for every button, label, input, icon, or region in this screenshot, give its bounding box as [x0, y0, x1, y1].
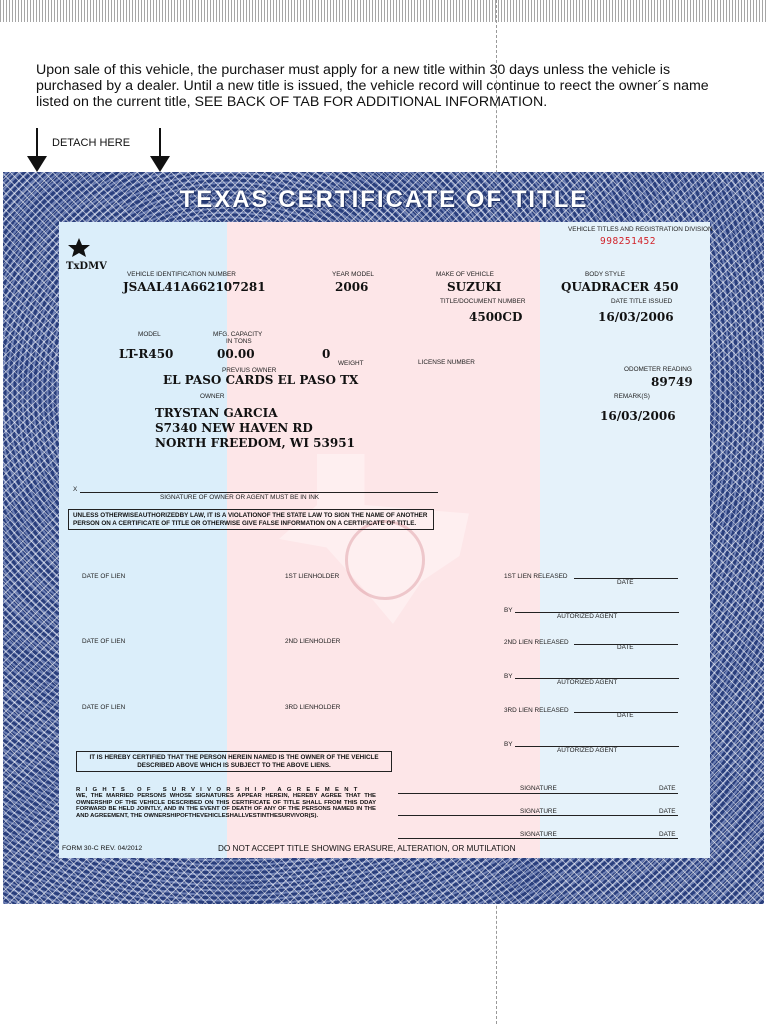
- detach-label: DETACH HERE: [52, 137, 131, 149]
- lien-2-holder-label: 2ND LIENHOLDER: [285, 638, 341, 645]
- owner-signature-line[interactable]: [80, 492, 438, 493]
- odometer-value: 89749: [651, 375, 693, 389]
- vin-label: VEHICLE IDENTIFICATION NUMBER: [127, 271, 236, 278]
- lien-1-released-label: 1ST LIEN RELEASED: [504, 573, 568, 580]
- signature-caption: SIGNATURE OF OWNER OR AGENT MUST BE IN INK: [160, 494, 320, 501]
- previous-owner-value: EL PASO CARDS EL PASO TX: [163, 373, 359, 387]
- lien-1-by-label: BY: [504, 607, 513, 614]
- footer-warning: DO NOT ACCEPT TITLE SHOWING ERASURE, ALTERATION, OR MUTILATION: [218, 844, 516, 853]
- lien-2-released-label: 2ND LIEN RELEASED: [504, 639, 569, 646]
- lien-2-date-label: DATE OF LIEN: [82, 638, 126, 645]
- owner-address-line2: NORTH FREEDOM, WI 53951: [155, 436, 355, 450]
- lien-3-agent-caption: AUTORIZED AGENT: [557, 747, 618, 754]
- signature-3-label: SIGNATURE: [520, 831, 557, 838]
- owner-address-line1: S7340 NEW HAVEN RD: [155, 421, 313, 435]
- weight-label: WEIGHT: [338, 360, 364, 367]
- lien-1-agent-caption: AUTORIZED AGENT: [557, 613, 618, 620]
- lien-3-by-label: BY: [504, 741, 513, 748]
- model-value: LT-R450: [119, 347, 174, 361]
- lien-3-holder-label: 3RD LIENHOLDER: [285, 704, 341, 711]
- remarks-label: REMARK(S): [614, 393, 650, 400]
- lien-3-date-caption: DATE: [617, 712, 634, 719]
- txdmv-logo: [66, 238, 107, 272]
- remarks-value: 16/03/2006: [600, 409, 676, 423]
- lien-1-date-label: DATE OF LIEN: [82, 573, 126, 580]
- title-doc-label: TITLE/DOCUMENT NUMBER: [440, 298, 526, 305]
- form-number: FORM 30-C REV. 04/2012: [62, 845, 143, 852]
- false-information-warning: UNLESS OTHERWISEAUTHORIZEDBY LAW, IT IS A VIOLATIONOF THE STATE LAW TO SIGN THE NAME OF ANOTHER PERSON ON A CERTIFICATE OF TITLE OR OTHERWISE GIVE FALSE INFORMATION ON A CERTIFICATE OF TITLE.: [68, 509, 434, 530]
- lien-3-date-label: DATE OF LIEN: [82, 704, 126, 711]
- odometer-label: ODOMETER READING: [624, 366, 692, 373]
- division-label: VEHICLE TITLES AND REGISTRATION DIVISION: [568, 226, 713, 233]
- certification-statement: IT IS HEREBY CERTIFIED THAT THE PERSON HEREIN NAMED IS THE OWNER OF THE VEHICLE DESCRIBED ABOVE WHICH IS SUBJECT TO THE ABOVE LIENS.: [76, 751, 392, 772]
- weight-value: 0: [322, 347, 331, 361]
- body-style-value: QUADRACER 450: [561, 280, 679, 294]
- certificate-title: TEXAS CERTIFICATE OF TITLE: [179, 186, 589, 213]
- detach-arrow-icon: [36, 128, 38, 168]
- lien-3-released-label: 3RD LIEN RELEASED: [504, 707, 569, 714]
- state-seal-watermark: [345, 520, 425, 600]
- signature-2-label: SIGNATURE: [520, 808, 557, 815]
- lien-2-agent-caption: AUTORIZED AGENT: [557, 679, 618, 686]
- lien-2-date-caption: DATE: [617, 644, 634, 651]
- date-issued-value: 16/03/2006: [598, 310, 674, 324]
- capacity-label: MFG. CAPACITY: [213, 331, 263, 338]
- signature-1-label: SIGNATURE: [520, 785, 557, 792]
- owner-label: OWNER: [200, 393, 225, 400]
- top-border-strip: [0, 0, 768, 22]
- owner-name: TRYSTAN GARCIA: [155, 406, 278, 420]
- vin-value: JSAAL41A662107281: [123, 280, 266, 294]
- date-2-label: DATE: [659, 808, 676, 815]
- model-label: MODEL: [138, 331, 161, 338]
- purchaser-notice: Upon sale of this vehicle, the purchaser must apply for a new title within 30 days unless the vehicle is purchased by a dealer. Until a new title is issued, the vehicle record will continue to reect the owner´s name listed on the current title, SEE BACK OF TAB FOR ADDITIONAL INFORMATION.: [36, 62, 709, 110]
- star-icon: [66, 238, 96, 258]
- signature-line-2[interactable]: [398, 815, 678, 816]
- capacity-value: 00.00: [217, 347, 255, 361]
- detach-arrow-icon: [159, 128, 161, 168]
- year-label: YEAR MODEL: [332, 271, 374, 278]
- make-label: MAKE OF VEHICLE: [436, 271, 494, 278]
- license-label: LICENSE NUMBER: [418, 359, 475, 366]
- body-style-label: BODY STYLE: [585, 271, 626, 278]
- make-value: SUZUKI: [447, 280, 502, 294]
- title-doc-value: 4500CD: [469, 310, 523, 324]
- capacity-label-tons: IN TONS: [226, 338, 252, 345]
- lien-1-date-caption: DATE: [617, 579, 634, 586]
- lien-2-by-label: BY: [504, 673, 513, 680]
- previous-owner-label: PREVIUS OWNER: [222, 367, 277, 374]
- date-1-label: DATE: [659, 785, 676, 792]
- survivorship-body: WE, THE MARRIED PERSONS WHOSE SIGNATURES APPEAR HEREIN, HEREBY AGREE THAT THE OWNERSHIP OF THE VEHICLE DESCRIBED ON THIS CERTIFICATE OF TITLE SHALL FROM THIS DDAY FORWARD BE HELD JOINTLY, AND IN THE EVENT OF DEATH OF ANY OF THE PERSONS NAMED IN THE AND AGREEMENT, THE OWNERSHIPOFTHEVEHICLESHALLVESTINTHESURVIVOR(S).: [76, 793, 376, 819]
- survivorship-agreement: [76, 787, 376, 819]
- year-value: 2006: [335, 280, 369, 294]
- date-issued-label: DATE TITLE ISSUED: [611, 298, 673, 305]
- lien-1-holder-label: 1ST LIENHOLDER: [285, 573, 340, 580]
- signature-line-1[interactable]: [398, 793, 678, 794]
- signature-line-3[interactable]: [398, 838, 678, 839]
- logo-text: TxDMV: [66, 261, 107, 272]
- date-3-label: DATE: [659, 831, 676, 838]
- serial-number: 998251452: [600, 236, 656, 247]
- survivorship-heading: RIGHTS OF SURVIVORSHIP AGREEMENT: [76, 787, 363, 793]
- signature-x: X: [73, 486, 78, 493]
